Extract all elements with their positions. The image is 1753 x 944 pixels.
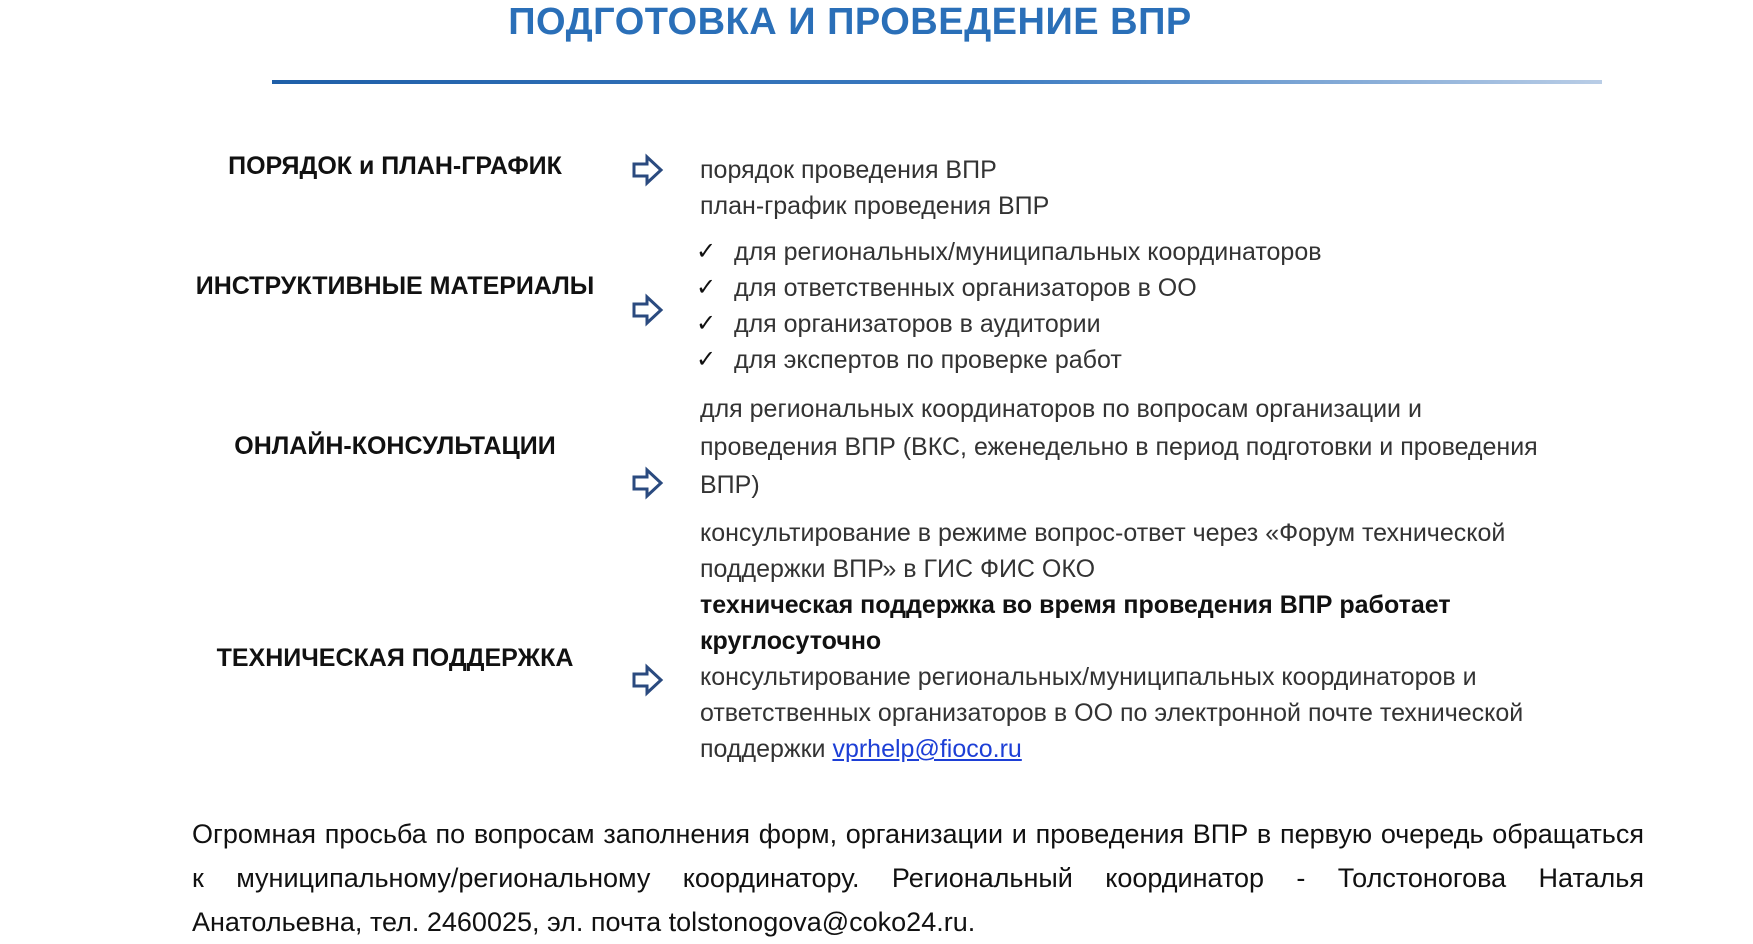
- desc-online: [700, 390, 1640, 504]
- page-title: ПОДГОТОВКА И ПРОВЕДЕНИЕ ВПР: [508, 1, 1192, 43]
- list-item: [696, 342, 1640, 378]
- materials-item-2: для ответственных организаторов в ОО: [734, 274, 1197, 302]
- support-bold-2: круглосуточно: [700, 627, 882, 655]
- support-last-line: [700, 731, 1640, 767]
- materials-item-3: для организаторов в аудитории: [734, 310, 1101, 338]
- support-bold-1: техническая поддержка во время проведения ВПР работает: [700, 591, 1451, 619]
- support-outro-2: ответственных организаторов в ОО по электронной почте технической: [700, 699, 1524, 727]
- right-arrow-icon: [630, 153, 664, 187]
- list-item: [696, 234, 1640, 270]
- label-support: ТЕХНИЧЕСКАЯ ПОДДЕРЖКА: [216, 644, 574, 672]
- materials-item-1: для региональных/муниципальных координаторов: [734, 238, 1322, 266]
- desc-order: [700, 152, 1640, 224]
- right-arrow-icon: [630, 466, 664, 500]
- online-line-2: проведения ВПР (ВКС, еженедельно в период подготовки и проведения: [700, 433, 1538, 461]
- order-line-2: план-график проведения ВПР: [700, 192, 1050, 220]
- desc-materials: [696, 234, 1640, 378]
- support-outro-1: консультирование региональных/муниципальных координаторов и: [700, 663, 1477, 691]
- title-rule: [272, 80, 1602, 84]
- online-line-1: для региональных координаторов по вопросам организации и: [700, 395, 1422, 423]
- checkmark-icon: ✓: [696, 346, 717, 373]
- right-arrow-icon: [630, 663, 664, 697]
- checkmark-icon: ✓: [696, 310, 717, 337]
- desc-support: [700, 515, 1640, 767]
- checkmark-icon: ✓: [696, 238, 717, 265]
- list-item: [696, 270, 1640, 306]
- label-order: ПОРЯДОК и ПЛАН-ГРАФИК: [228, 152, 562, 180]
- label-materials: ИНСТРУКТИВНЫЕ МАТЕРИАЛЫ: [195, 272, 595, 300]
- support-intro-1: консультирование в режиме вопрос-ответ через «Форум технической: [700, 519, 1506, 547]
- support-last-prefix: поддержки: [700, 735, 833, 763]
- materials-item-4: для экспертов по проверке работ: [734, 346, 1122, 374]
- right-arrow-icon: [630, 293, 664, 327]
- support-email-link[interactable]: vprhelp@fioco.ru: [832, 735, 1022, 763]
- list-item: [696, 306, 1640, 342]
- support-intro-2: поддержки ВПР» в ГИС ФИС ОКО: [700, 555, 1096, 583]
- order-line-1: порядок проведения ВПР: [700, 156, 997, 184]
- label-online: ОНЛАЙН-КОНСУЛЬТАЦИИ: [234, 432, 556, 460]
- checkmark-icon: ✓: [696, 274, 717, 301]
- online-line-3: ВПР): [700, 471, 760, 499]
- footer-note: Огромная просьба по вопросам заполнения форм, организации и проведения ВПР в первую очередь обращаться к муниципальному/региональному координатору. Региональный координатор - Толстоногова Наталья Анатольевна, тел. 2460025, эл. почта tolstonogova@coko24.ru.: [192, 819, 1644, 937]
